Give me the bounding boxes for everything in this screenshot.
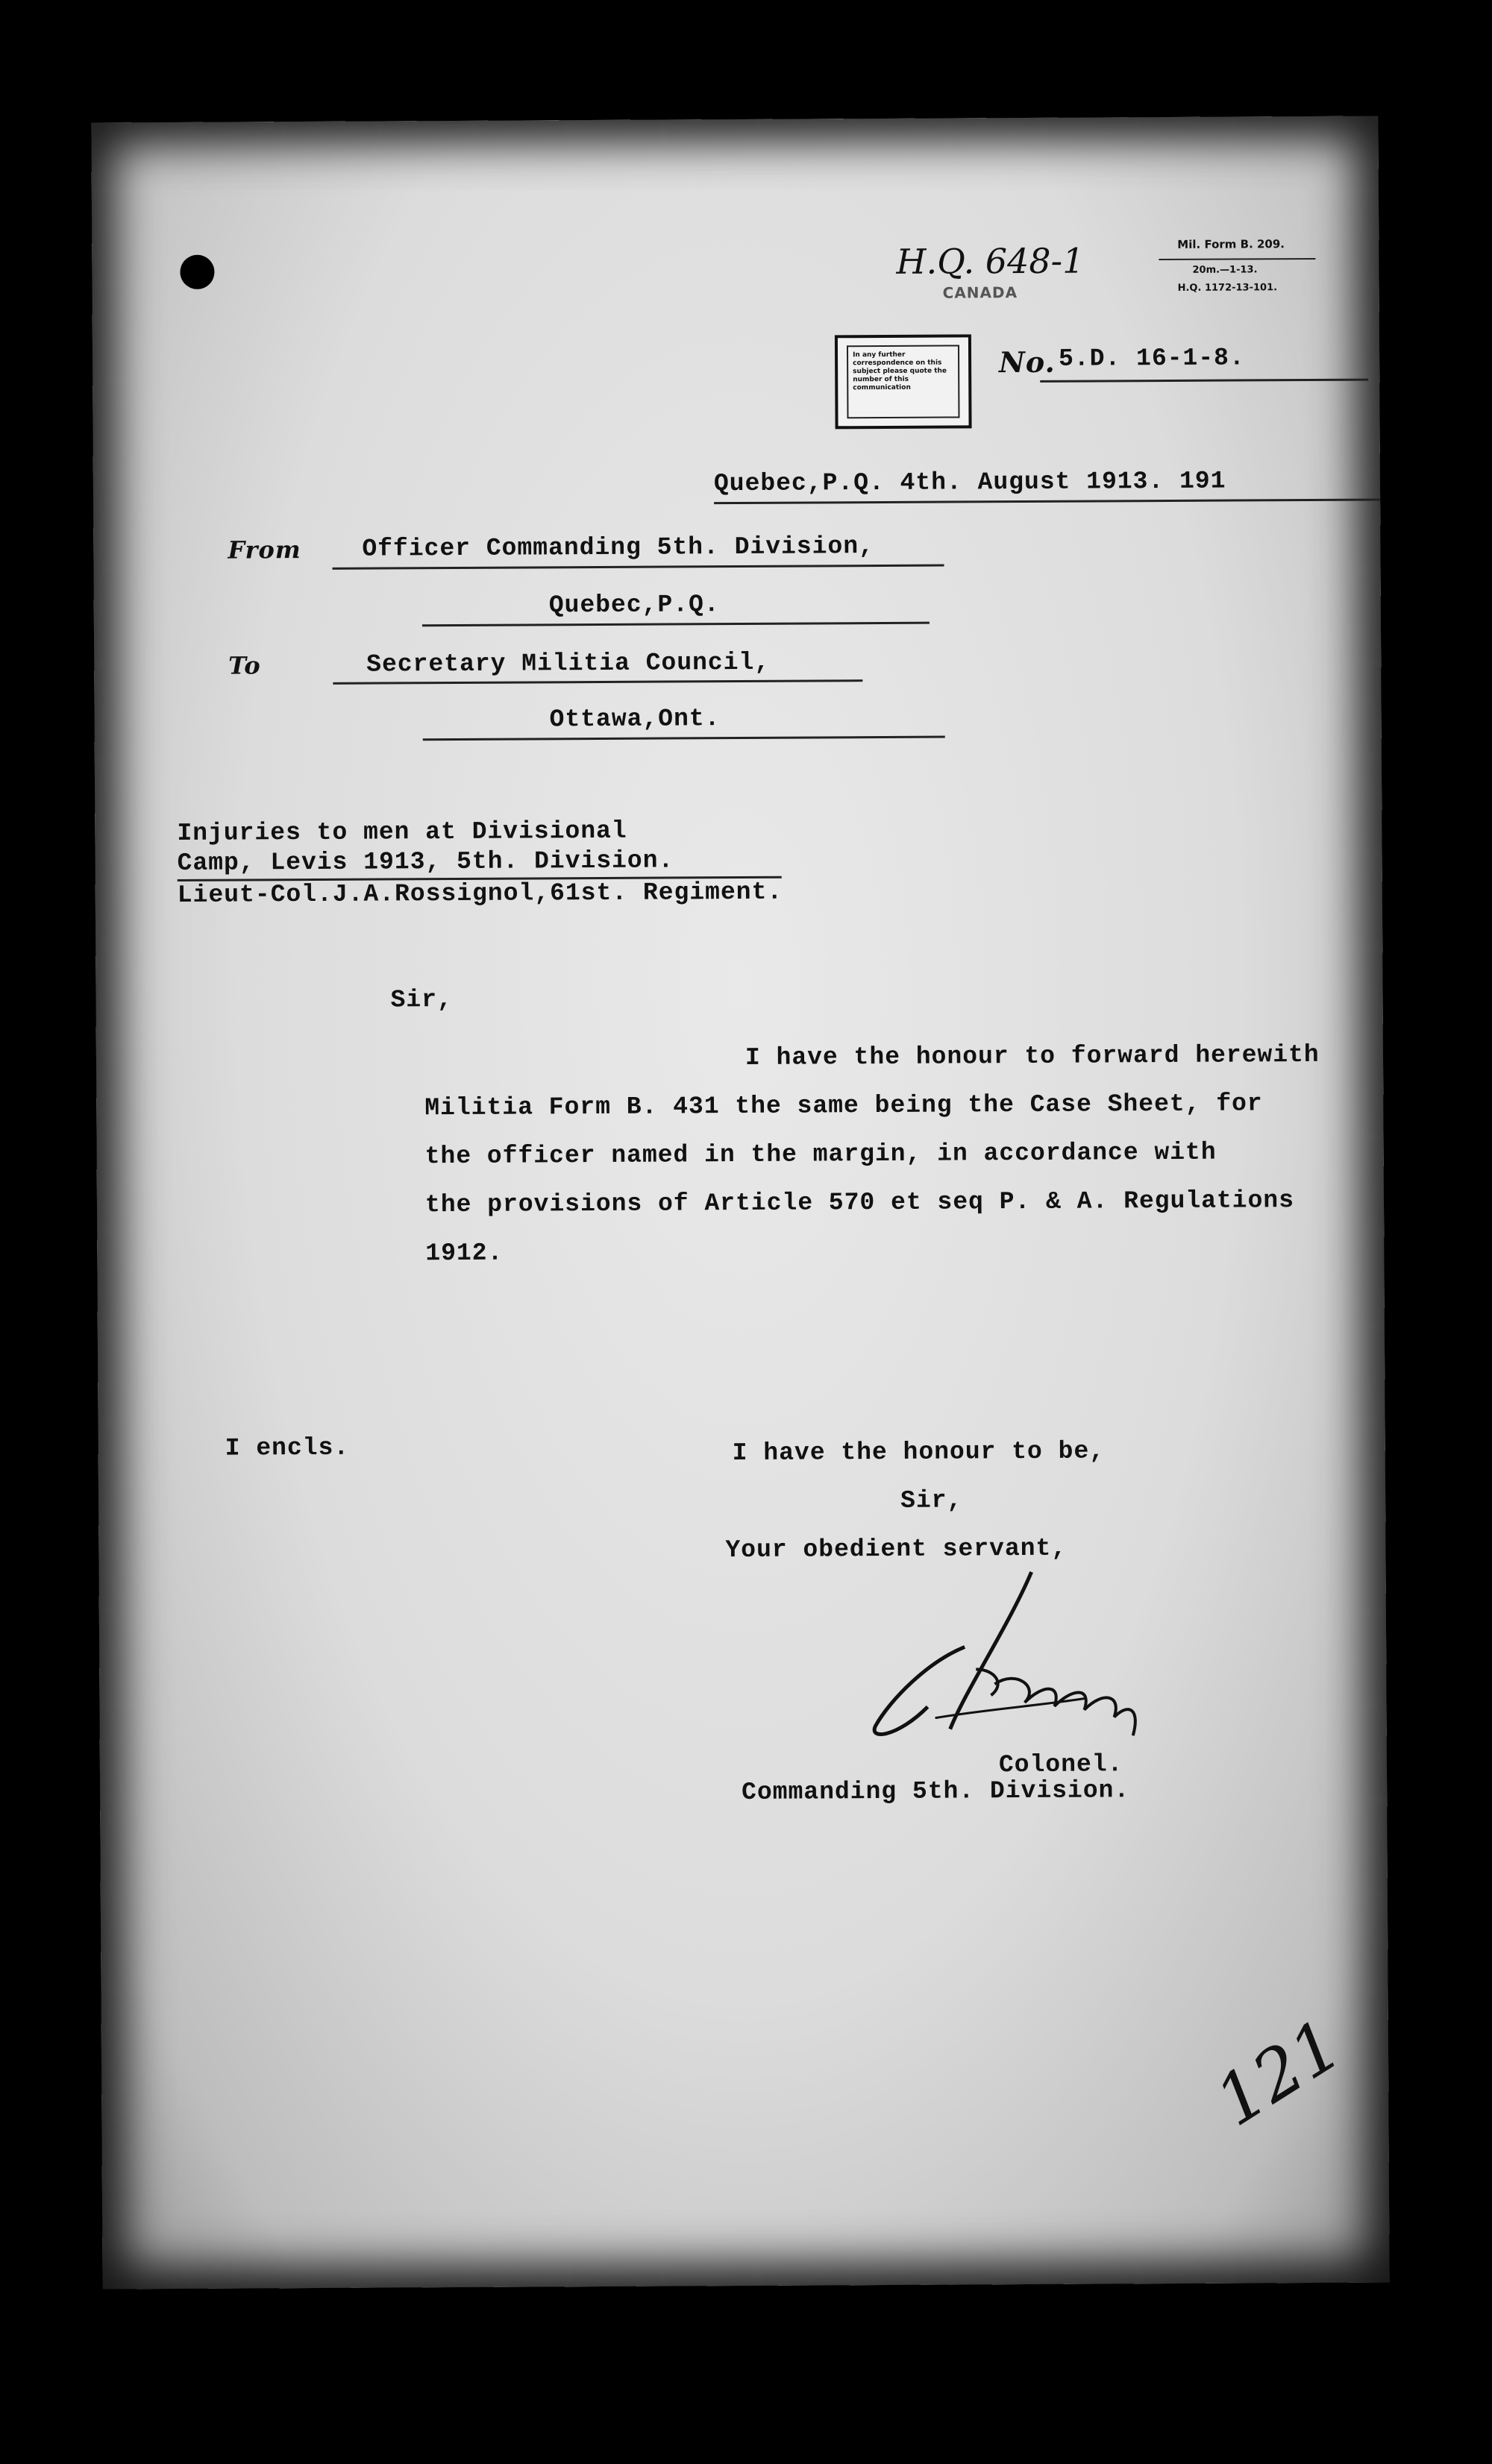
signature-title: Commanding 5th. Division. [742, 1776, 1130, 1807]
date-rule [714, 498, 1385, 504]
reference-number: 5.D. 16-1-8. [1058, 344, 1245, 373]
subject-line3: Lieut-Col.J.A.Rossignol,61st. Regiment. [177, 878, 783, 909]
date-line: Quebec,P.Q. 4th. August 1913. 191 [713, 467, 1226, 498]
to-rule2 [423, 736, 945, 741]
stamp-note: In any further correspondence on this subject please quote the number of this communication [847, 345, 960, 418]
closing-line1: I have the honour to be, [732, 1437, 1106, 1468]
reference-rule [1040, 379, 1368, 383]
body-line5: 1912. [425, 1239, 504, 1268]
quote-number-stamp [835, 334, 972, 429]
hq-country: CANADA [942, 283, 1018, 302]
from-line1: Officer Commanding 5th. Division, [362, 532, 875, 563]
body-line2: Militia Form B. 431 the same being the Case Sheet, for [424, 1090, 1263, 1122]
form-ref-line3: H.Q. 1172-13-101. [1177, 282, 1278, 294]
closing-line3: Your obedient servant, [725, 1534, 1068, 1565]
body-line1: I have the honour to forward herewith [745, 1040, 1320, 1072]
to-line1: Secretary Militia Council, [366, 648, 771, 679]
reference-label: No. [998, 345, 1056, 380]
subject-line1: Injuries to men at Divisional [177, 817, 627, 847]
form-ref-rule [1159, 258, 1315, 260]
body-line3: the officer named in the margin, in accordance with [424, 1138, 1217, 1171]
page-number: 121 [1202, 2004, 1355, 2142]
signature-rank: Colonel. [998, 1750, 1123, 1779]
form-ref-line2: 20m.—1-13. [1192, 264, 1258, 276]
document-page [91, 116, 1389, 2289]
subject-line2: Camp, Levis 1913, 5th. Division. [177, 846, 674, 877]
closing-line2: Sir, [900, 1486, 963, 1515]
from-rule2 [422, 622, 930, 627]
from-label: From [228, 535, 301, 565]
to-line2: Ottawa,Ont. [549, 705, 721, 734]
to-rule1 [333, 679, 862, 685]
to-label: To [228, 651, 261, 680]
from-rule1 [333, 565, 944, 570]
form-ref-line1: Mil. Form B. 209. [1177, 237, 1285, 251]
body-line4: the provisions of Article 570 et seq P. & A. Regulations [424, 1187, 1295, 1219]
salutation: Sir, [390, 986, 453, 1014]
enclosure-note: I encls. [225, 1433, 350, 1462]
punch-hole [180, 255, 214, 289]
from-line2: Quebec,P.Q. [548, 591, 720, 620]
hq-file-number: H.Q. 648-1 [896, 240, 1085, 282]
